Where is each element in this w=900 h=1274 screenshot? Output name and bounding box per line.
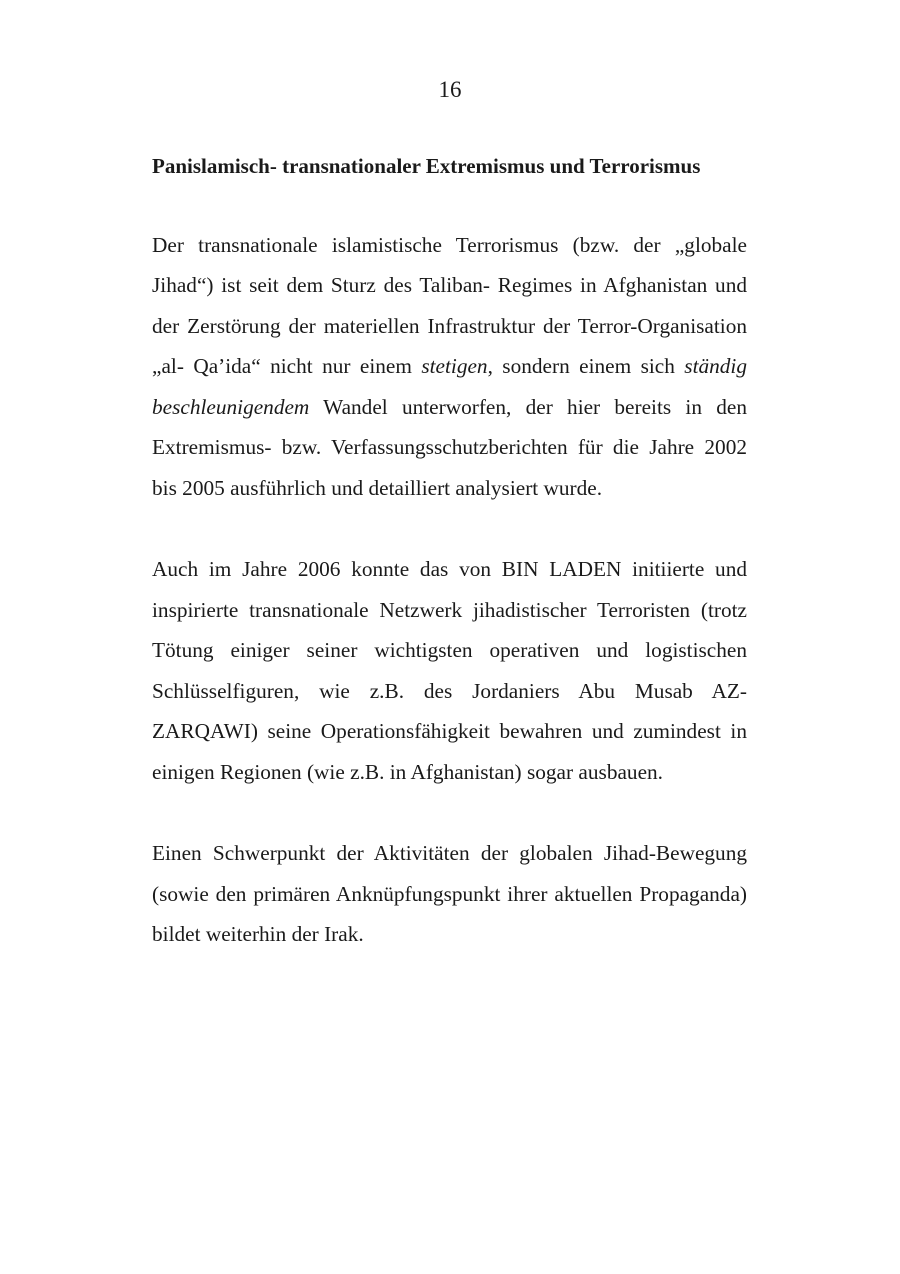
paragraph-3: Einen Schwerpunkt der Aktivitäten der globalen Jihad-Bewegung (sowie den primären Anknüpfungspunkt ihrer aktuellen Propaganda) bildet weiterhin der Irak. [152, 841, 747, 946]
page-content [152, 146, 747, 996]
paragraph-1 [152, 225, 747, 509]
paragraph-1-text-a: Der transnationale islamistische Terrorismus (bzw. der „globale Jihad“) ist seit dem Sturz des Taliban- Regimes in Afghanistan und der Zerstörung der materiellen Infrastruktur der Terror-Organisation „al- Qa’ida“ nicht nur einem [152, 232, 747, 378]
paragraph-1-text-b: , sondern einem sich [487, 354, 685, 378]
paragraph-1-text-c: Wandel unterworfen, der hier bereits in den Extremismus- bzw. Verfassungsschutzberichten für die Jahre 2002 bis 2005 ausführlich und detailliert analysiert wurde. [152, 394, 747, 500]
page-number: 16 [438, 77, 462, 102]
section-heading: Panislamisch- transnationaler Extremismus und Terrorismus [152, 154, 701, 178]
paragraph-2: Auch im Jahre 2006 konnte das von BIN LADEN initiierte und inspirierte transnationale Netzwerk jihadistischer Terroristen (trotz Tötung einiger seiner wichtigsten operativen und logistischen Schlüsselfiguren, wie z.B. des Jordaniers Abu Musab AZ-ZARQAWI) seine Operationsfähigkeit bewahren und zumindest in einigen Regionen (wie z.B. in Afghanistan) sogar ausbauen. [152, 557, 747, 784]
paragraph-1-italic-b: ständig beschleunigendem [152, 354, 747, 419]
paragraph-1-italic-a: stetigen [421, 354, 488, 378]
